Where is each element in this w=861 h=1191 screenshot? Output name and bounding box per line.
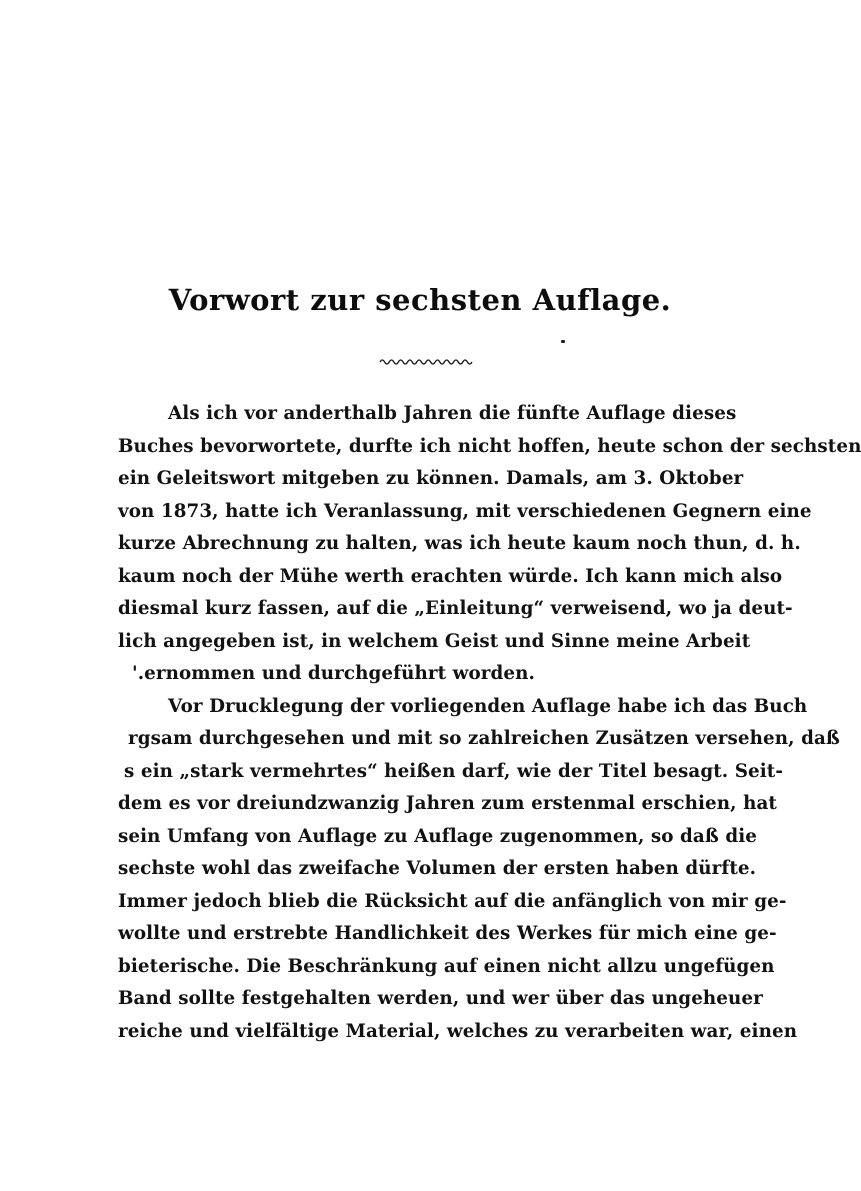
text-line: Immer jedoch blieb die Rücksicht auf die anfänglich von mir ge- bbox=[118, 890, 787, 912]
text-line: s ein „stark vermehrtes“ heißen darf, wie der Titel besagt. Seit- bbox=[124, 760, 784, 782]
wavy-rule-ornament bbox=[380, 356, 472, 366]
text-line: sein Umfang von Auflage zu Auflage zugenommen, so daß die bbox=[118, 825, 757, 847]
text-line: kaum noch der Mühe werth erachten würde. Ich kann mich also bbox=[118, 565, 783, 587]
page-title: Vorwort zur sechsten Auflage. bbox=[168, 283, 672, 317]
text-line: sechste wohl das zweifache Volumen der ersten haben dürfte. bbox=[118, 858, 757, 879]
text-line: bieterische. Die Beschränkung auf einen nicht allzu ungefügen bbox=[118, 955, 775, 977]
text-line: '.ernommen und durchgeführt worden. bbox=[132, 663, 535, 684]
text-line: kurze Abrechnung zu halten, was ich heute kaum noch thun, d. h. bbox=[118, 533, 801, 554]
body-text bbox=[118, 398, 861, 1048]
text-line: wollte und erstrebte Handlichkeit des Werkes für mich eine ge- bbox=[118, 923, 777, 944]
text-line: von 1873, hatte ich Veranlassung, mit verschiedenen Gegnern eine bbox=[118, 500, 812, 522]
text-line: ein Geleitswort mitgeben zu können. Damals, am 3. Oktober bbox=[118, 468, 744, 489]
text-line: dem es vor dreiundzwanzig Jahren zum erstenmal erschien, hat bbox=[118, 793, 777, 814]
print-speck bbox=[561, 340, 565, 343]
text-line: rgsam durchgesehen und mit so zahlreichen Zusätzen versehen, daß bbox=[128, 728, 840, 749]
text-line: Band sollte festgehalten werden, und wer über das ungeheuer bbox=[118, 988, 763, 1009]
text-line: Als ich vor anderthalb Jahren die fünfte Auflage dieses bbox=[168, 403, 737, 424]
text-line: reiche und vielfältige Material, welches zu verarbeiten war, einen bbox=[118, 1020, 798, 1042]
text-line: Buches bevorwortete, durfte ich nicht hoffen, heute schon der sechsten bbox=[118, 435, 861, 457]
text-line: Vor Drucklegung der vorliegenden Auflage habe ich das Buch bbox=[168, 695, 808, 717]
text-line: lich angegeben ist, in welchem Geist und Sinne meine Arbeit bbox=[118, 630, 751, 652]
text-line: diesmal kurz fassen, auf die „Einleitung“ verweisend, wo ja deut- bbox=[118, 598, 793, 619]
